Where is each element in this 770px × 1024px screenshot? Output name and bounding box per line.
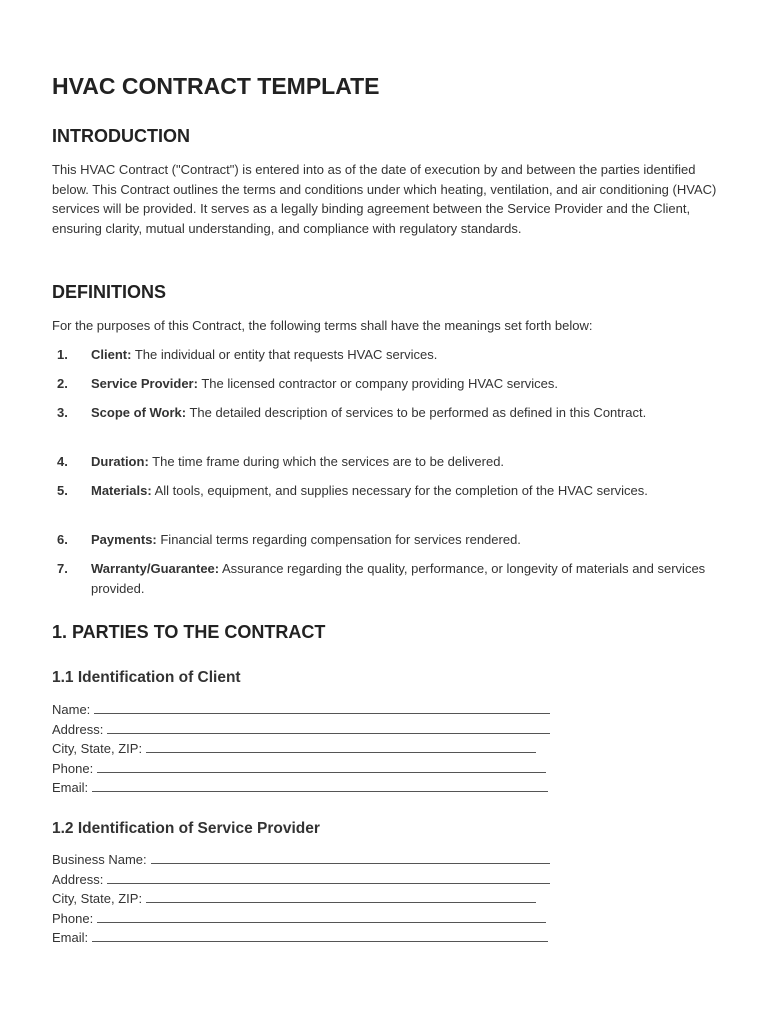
intro-text: This HVAC Contract ("Contract") is entered into as of the date of execution by and between the parties identified below. This Contract outlines the terms and conditions under which heating, ventilation, and air conditioning (HVAC) services will be provided. It serves as a legally binding agreement between the Service Provider and the Client, ensuring clarity, mutual understanding, and compliance with regulatory standards. xyxy=(52,162,717,236)
fill-in-blank[interactable] xyxy=(94,701,550,714)
definition-text: All tools, equipment, and supplies necessary for the completion of the HVAC services. xyxy=(151,483,648,498)
fill-in-blank[interactable] xyxy=(97,760,546,773)
provider-fields xyxy=(52,850,550,948)
definition-text: The time frame during which the services are to be delivered. xyxy=(148,454,505,469)
intro-heading: INTRODUCTION xyxy=(52,126,190,146)
definition-number: 7. xyxy=(57,561,68,576)
definition-text: The individual or entity that requests HVAC services. xyxy=(131,347,438,362)
definition-term: Materials: xyxy=(91,483,152,498)
definition-item xyxy=(57,345,707,365)
field-label: Business Name: xyxy=(52,852,147,867)
form-field xyxy=(52,778,550,798)
form-field xyxy=(52,739,550,759)
form-field xyxy=(52,720,550,740)
definition-text: The licensed contractor or company providing HVAC services. xyxy=(197,376,559,391)
definition-number: 5. xyxy=(57,483,68,498)
definition-text: The detailed description of services to be performed as defined in this Contract. xyxy=(186,405,647,420)
definition-number: 6. xyxy=(57,532,68,547)
definition-term: Warranty/Guarantee: xyxy=(91,561,220,576)
field-label: Phone: xyxy=(52,760,94,776)
provider-heading: 1.2 Identification of Service Provider xyxy=(52,820,320,837)
form-field xyxy=(52,928,550,948)
definition-item xyxy=(57,559,707,598)
definition-term: Client: xyxy=(91,347,132,362)
client-heading: 1.1 Identification of Client xyxy=(52,669,241,686)
fill-in-blank[interactable] xyxy=(107,721,550,734)
fill-in-blank[interactable] xyxy=(146,890,536,903)
fill-in-blank[interactable] xyxy=(146,740,536,753)
fill-in-blank[interactable] xyxy=(107,871,550,884)
definition-term: Service Provider: xyxy=(91,376,198,391)
form-field xyxy=(52,870,550,890)
fill-in-blank[interactable] xyxy=(92,929,548,942)
field-label: City, State, ZIP: xyxy=(52,741,143,757)
definition-number: 3. xyxy=(57,405,68,420)
parties-heading: 1. PARTIES TO THE CONTRACT xyxy=(52,622,326,642)
definitions-heading: DEFINITIONS xyxy=(52,282,167,302)
document-title: HVAC CONTRACT TEMPLATE xyxy=(52,73,380,99)
field-label: Email: xyxy=(52,930,89,946)
definition-term: Duration: xyxy=(91,454,149,469)
definition-term: Payments: xyxy=(91,532,157,547)
field-label: City, State, ZIP: xyxy=(52,891,143,907)
definition-item xyxy=(57,403,707,423)
definition-item xyxy=(57,374,707,394)
definition-term: Scope of Work: xyxy=(91,405,187,420)
field-label: Address: xyxy=(52,721,104,737)
form-field xyxy=(52,850,550,870)
fill-in-blank[interactable] xyxy=(97,910,546,923)
definition-number: 1. xyxy=(57,347,68,362)
client-fields xyxy=(52,700,550,798)
fill-in-blank[interactable] xyxy=(92,779,548,792)
field-label: Name: xyxy=(52,702,91,717)
fill-in-blank[interactable] xyxy=(151,851,550,864)
form-field xyxy=(52,909,550,929)
definitions-lead: For the purposes of this Contract, the following terms shall have the meanings set forth below: xyxy=(52,318,593,333)
field-label: Phone: xyxy=(52,910,94,926)
definition-number: 2. xyxy=(57,376,68,391)
definition-text: Assurance regarding the quality, performance, or longevity of materials and services provided. xyxy=(91,561,706,596)
form-field xyxy=(52,759,550,779)
definition-item xyxy=(57,481,707,501)
definition-text: Financial terms regarding compensation for services rendered. xyxy=(156,532,521,547)
form-field xyxy=(52,889,550,909)
field-label: Email: xyxy=(52,780,89,796)
form-field xyxy=(52,700,550,720)
definition-item xyxy=(57,530,707,550)
field-label: Address: xyxy=(52,871,104,887)
definition-number: 4. xyxy=(57,454,68,469)
definition-item xyxy=(57,452,707,472)
